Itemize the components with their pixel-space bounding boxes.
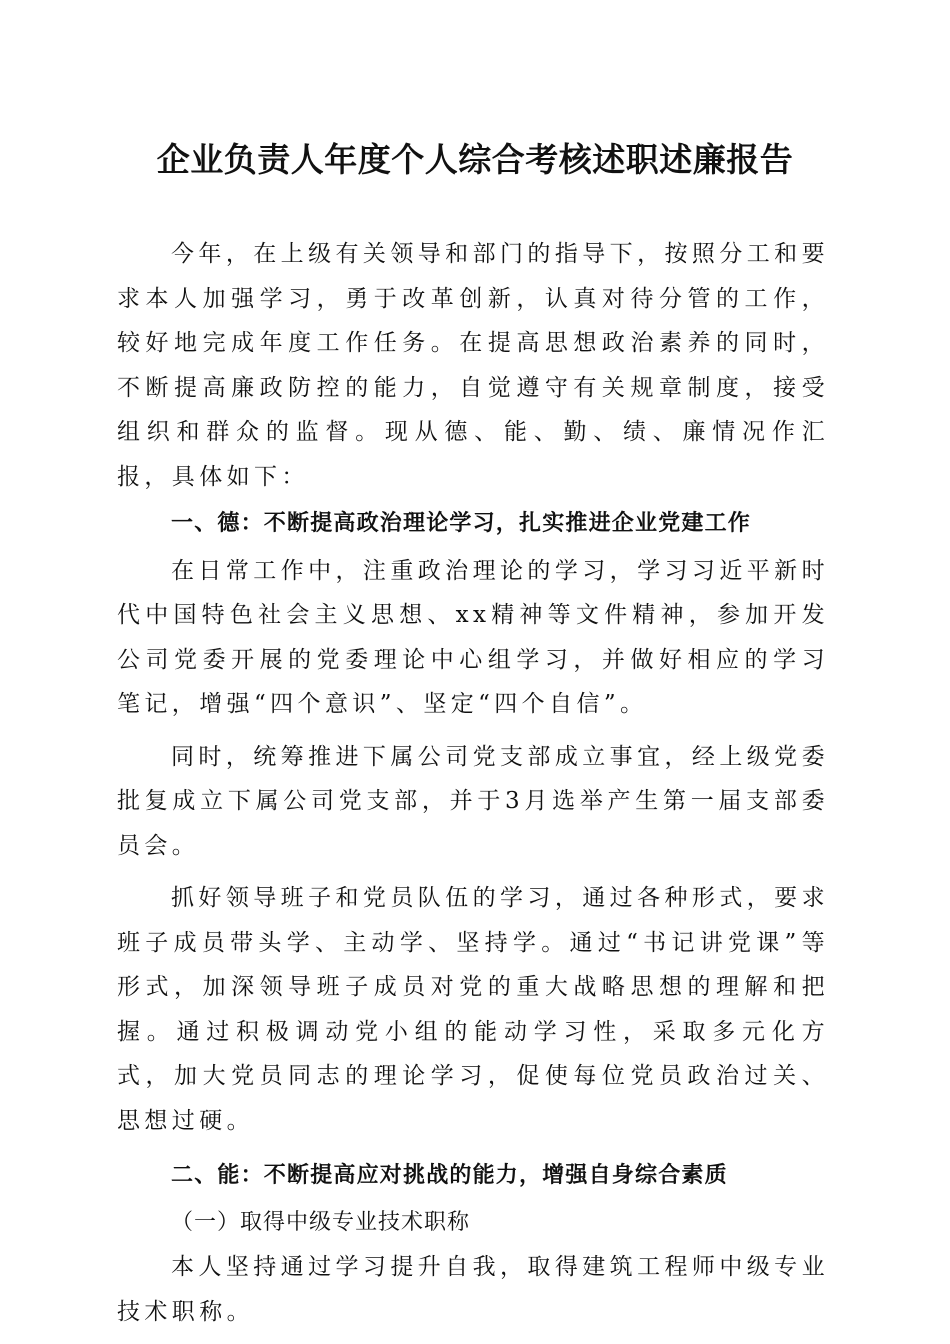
document-body [117, 232, 829, 1334]
section-1-paragraph-1: 在日常工作中，注重政治理论的学习，学习习近平新时代中国特色社会主义思想、xx精神等文件精神，参加开发公司党委开展的党委理论中心组学习，并做好相应的学习笔记，增强“四个意识”、坚定“四个自信”。 [117, 557, 829, 717]
section-2-paragraph: 本人坚持通过学习提升自我，取得建筑工程师中级专业技术职称。 [117, 1254, 829, 1325]
section-1-paragraph-3: 抓好领导班子和党员队伍的学习，通过各种形式，要求班子成员带头学、主动学、坚持学。通过“书记讲党课”等形式，加深领导班子成员对党的重大战略思想的理解和把握。通过积极调动党小组的能动学习性，采取多元化方式，加大党员同志的理论学习，促使每位党员政治过关、思想过硬。 [117, 885, 829, 1134]
section-1-heading: 一、德：不断提高政治理论学习，扎实推进企业党建工作 [171, 511, 752, 536]
section-1-paragraph-2: 同时，统筹推进下属公司党支部成立事宜，经上级党委批复成立下属公司党支部，并于3月选举产生第一届支部委员会。 [117, 743, 829, 859]
document-title: 企业负责人年度个人综合考核述职述廉报告 [156, 140, 794, 179]
section-2-subheading: （一）取得中级专业技术职称 [171, 1209, 471, 1235]
section-2-heading: 二、能：不断提高应对挑战的能力，增强自身综合素质 [171, 1163, 728, 1188]
intro-paragraph: 今年，在上级有关领导和部门的指导下，按照分工和要求本人加强学习，勇于改革创新，认真对待分管的工作，较好地完成年度工作任务。在提高思想政治素养的同时，不断提高廉政防控的能力，自觉遵守有关规章制度，接受组织和群众的监督。现从德、能、勤、绩、廉情况作汇报，具体如下： [117, 241, 829, 490]
